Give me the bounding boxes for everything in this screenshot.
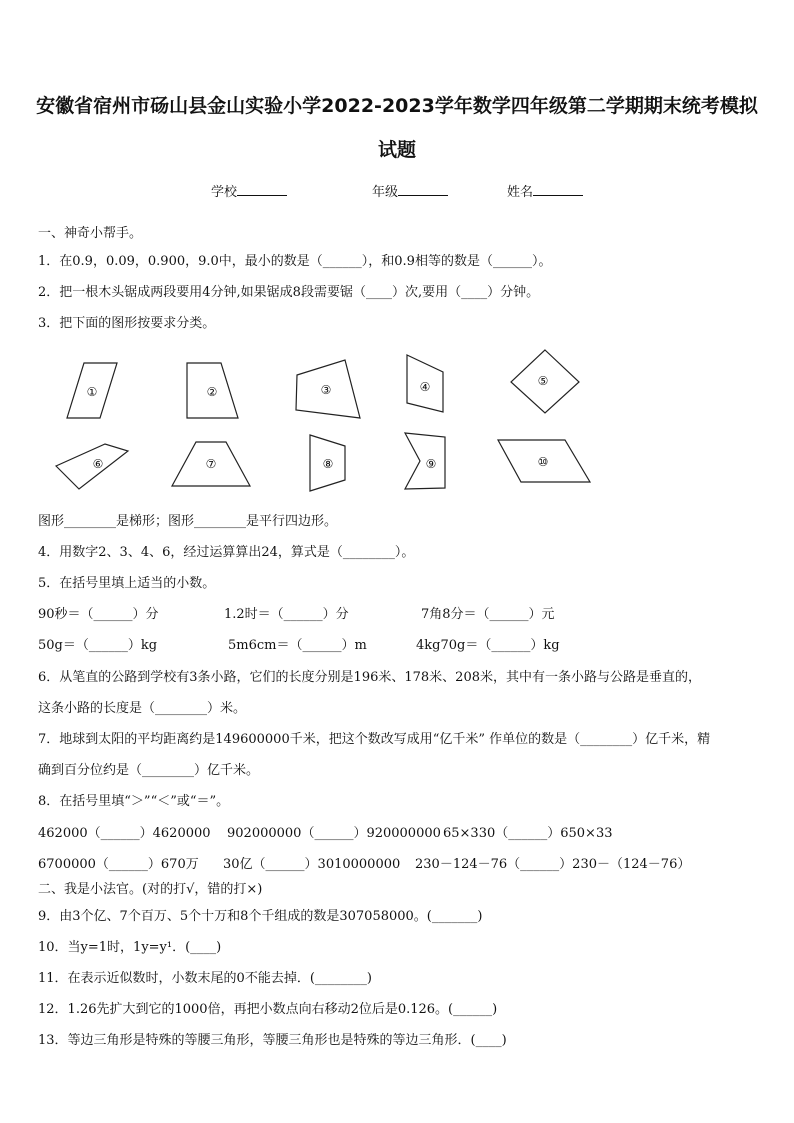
question-12: 12．1.26先扩大到它的1000倍，再把小数点向右移动2位后是0.126。(______) <box>38 1002 498 1017</box>
shape-label-5: ⑤ <box>537 374 549 388</box>
title-line-2: 试题 <box>377 139 416 161</box>
question-6-line-2: 这条小路的长度是（________）米。 <box>38 701 247 716</box>
grade-label: 年级 <box>372 185 399 200</box>
question-8: 8．在括号里填“＞”“＜”或“＝”。 <box>38 794 230 809</box>
title-line-1: 安徽省宿州市砀山县金山实验小学2022-2023学年数学四年级第二学期期末统考模拟 <box>36 95 758 117</box>
question-1: 1．在0.9，0.09，0.900，9.0中，最小的数是（______），和0.9相等的数是（______）。 <box>38 254 552 269</box>
question-7-line-1: 7．地球到太阳的平均距离约是149600000千米，把这个数改写成用“亿千米” 作单位的数是（________）亿千米，精 <box>38 732 711 747</box>
shape-label-6: ⑥ <box>92 457 104 471</box>
q5-item-2: 1.2时＝（______）分 <box>224 607 349 622</box>
shape-label-9: ⑨ <box>425 457 437 471</box>
shape-label-1: ① <box>86 385 98 399</box>
q8-item-1: 462000（______）4620000 <box>38 826 211 841</box>
question-11: 11．在表示近似数时，小数末尾的0不能去掉．(________) <box>38 971 372 986</box>
shape-label-4: ④ <box>419 380 431 394</box>
school-label: 学校 <box>211 185 238 200</box>
question-3-answer: 图形________是梯形；图形________是平行四边形。 <box>38 514 338 529</box>
q8-item-6: 230－124－76（______）230－（124－76） <box>415 857 691 872</box>
question-13: 13．等边三角形是特殊的等腰三角形，等腰三角形也是特殊的等边三角形．(____) <box>38 1033 507 1048</box>
question-6-line-1: 6．从笔直的公路到学校有3条小路，它们的长度分别是196米、178米、208米，其中有一条小路与公路是垂直的， <box>38 670 701 685</box>
q5-item-3: 7角8分＝（______）元 <box>421 607 555 622</box>
shape-label-2: ② <box>206 385 218 399</box>
shape-label-7: ⑦ <box>205 457 217 471</box>
question-4: 4．用数字2、3、4、6，经过运算算出24，算式是（________）。 <box>38 545 415 560</box>
shape-label-3: ③ <box>320 383 332 397</box>
shape-label-10: ⑩ <box>537 455 549 469</box>
question-2: 2．把一根木头锯成两段要用4分钟,如果锯成8段需要锯（____）次,要用（____）分钟。 <box>38 285 540 300</box>
question-7-line-2: 确到百分位约是（________）亿千米。 <box>38 763 260 778</box>
shape-label-8: ⑧ <box>322 457 334 471</box>
question-10: 10．当y=1时，1y=y¹．(____) <box>38 940 222 955</box>
question-9: 9．由3个亿、7个百万、5个十万和8个千组成的数是307058000。(_______) <box>38 909 483 924</box>
q8-item-5: 30亿（______）3010000000 <box>223 857 401 872</box>
q8-item-2: 902000000（______）920000000 <box>227 826 441 841</box>
q5-item-5: 5m6cm＝（______）m <box>228 638 367 653</box>
name-label: 姓名 <box>507 185 534 200</box>
question-3: 3．把下面的图形按要求分类。 <box>38 316 216 331</box>
q8-item-4: 6700000（______）670万 <box>38 857 199 872</box>
question-5: 5．在括号里填上适当的小数。 <box>38 576 216 591</box>
section-1-heading: 一、神奇小帮手。 <box>38 226 143 241</box>
section-2-heading: 二、我是小法官。(对的打√，错的打×) <box>38 882 263 897</box>
q5-item-6: 4kg70g＝（______）kg <box>416 638 560 653</box>
q8-item-3: 65×330（______）650×33 <box>443 826 613 841</box>
q5-item-1: 90秒＝（______）分 <box>38 607 159 622</box>
q5-item-4: 50g＝（______）kg <box>38 638 158 653</box>
